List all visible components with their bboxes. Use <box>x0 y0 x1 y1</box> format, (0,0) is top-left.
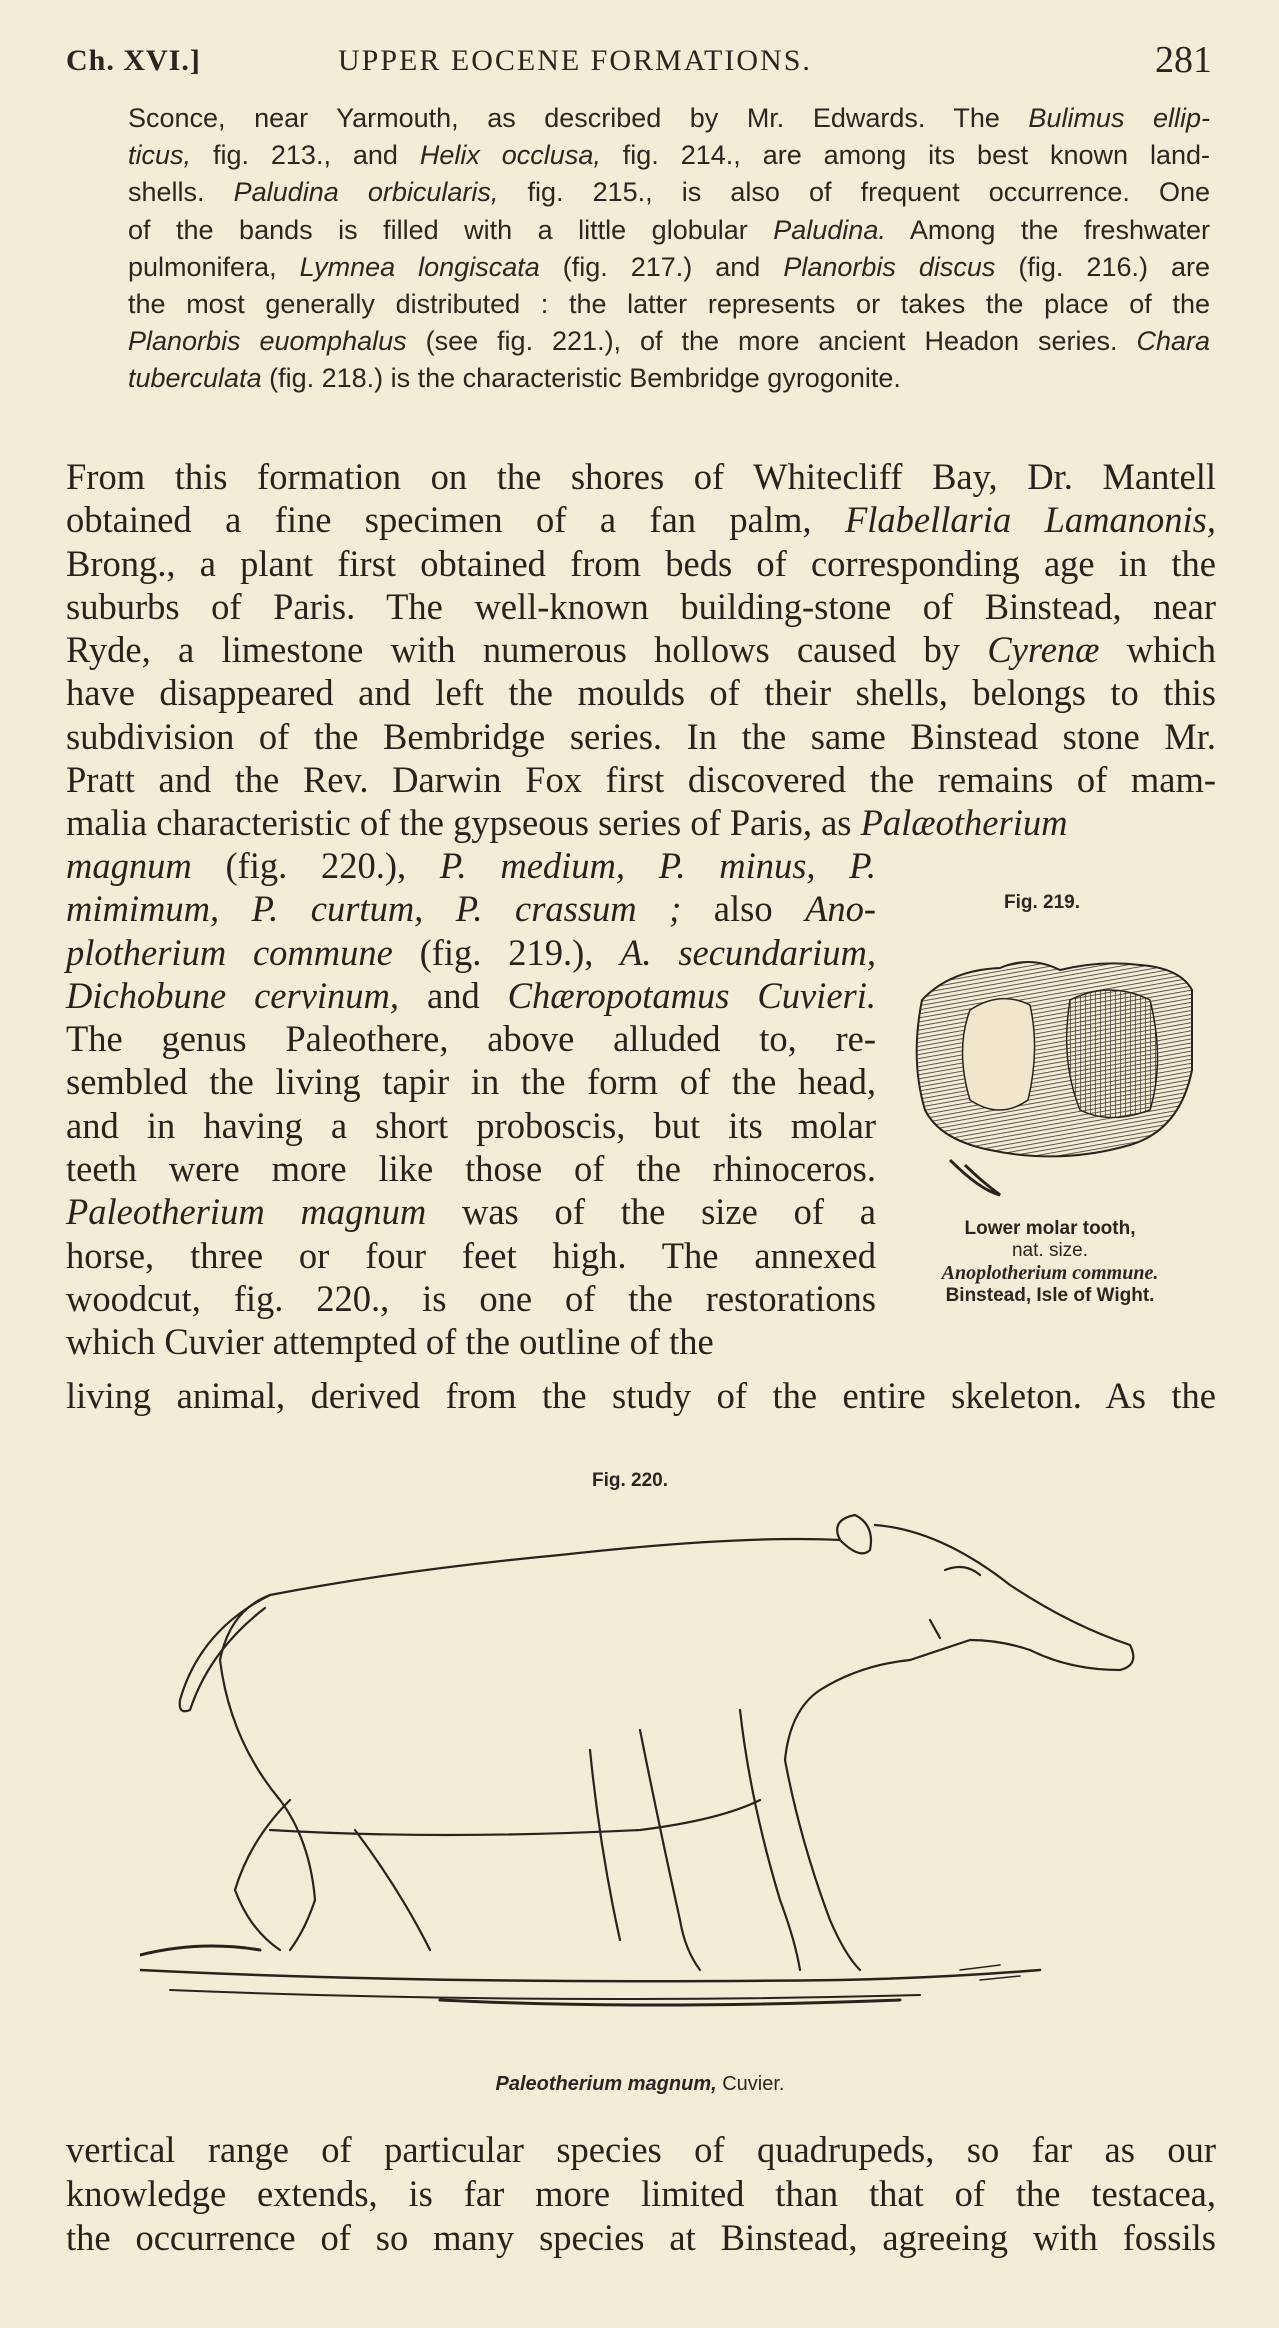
text-run: fig. 215., is also of frequent occurrence. One <box>498 177 1210 208</box>
small-print-paragraph <box>128 100 1210 398</box>
text-run: living animal, derived from the study of the entire skeleton. As the <box>66 1375 1216 1416</box>
italic-term: Planorbis euomphalus <box>128 326 407 357</box>
text-line <box>66 2128 1216 2172</box>
text-line <box>66 542 1216 585</box>
text-line <box>128 100 1210 137</box>
text-line <box>66 455 1216 498</box>
text-line <box>66 758 1216 801</box>
molar-tooth-illustration <box>910 950 1200 1200</box>
text-line <box>66 1104 876 1147</box>
text-run: obtained a fine specimen of a fan palm, <box>66 499 845 541</box>
italic-term: Bulimus ellip- <box>1028 103 1210 133</box>
text-run <box>219 888 251 929</box>
fig-219-caption-locality: Binstead, Isle of Wight. <box>945 1285 1155 1306</box>
text-run: subdivision of the Bembridge series. In the same Binstead stone Mr. <box>66 715 1216 757</box>
text-line <box>128 286 1210 323</box>
text-line <box>66 931 876 974</box>
text-run: (fig. 218.) is the characteristic Bembridge gyrogonite. <box>261 363 901 394</box>
text-line <box>128 174 1210 211</box>
text-run: malia characteristic of the gypseous series of Paris, as <box>66 802 861 844</box>
fig-220-caption-species: Paleotherium magnum, <box>495 2073 717 2095</box>
italic-term: tuberculata <box>128 363 262 394</box>
text-run: also <box>681 888 806 930</box>
text-run: fig. 214., are among its best known land- <box>600 140 1211 171</box>
text-line <box>66 1190 876 1233</box>
text-run: teeth were more like those of the rhinoceros. <box>66 1148 876 1190</box>
text-run: (fig. 217.) and <box>539 251 784 282</box>
italic-term: Chara <box>1136 326 1210 357</box>
text-line <box>128 137 1210 174</box>
italic-term: P. crassum ; <box>455 888 682 930</box>
fig-220-caption <box>340 2073 940 2096</box>
text-run: the occurrence of so many species at Binstead, agreeing with fossils <box>66 2217 1216 2258</box>
text-run: and in having a short proboscis, but its molar <box>66 1104 876 1146</box>
text-run: horse, three or four feet high. The annexed <box>66 1234 876 1276</box>
text-run <box>816 845 850 886</box>
text-run: vertical range of particular species of quadrupeds, so far as our <box>66 2129 1216 2170</box>
text-line <box>66 844 876 887</box>
italic-term: P. curtum, <box>251 888 424 930</box>
text-run: which Cuvier attempted of the outline of the <box>66 1321 714 1363</box>
text-line <box>66 585 1216 628</box>
italic-term: P. medium, <box>439 845 626 886</box>
text-run: was of the size of a <box>426 1191 876 1233</box>
text-run: the most generally distributed : the latter represents or takes the place of the <box>128 289 1210 320</box>
text-run: The genus Paleothere, above alluded to, re- <box>66 1018 876 1060</box>
italic-term: Helix occlusa, <box>419 140 601 171</box>
text-line <box>66 671 1216 714</box>
text-run: woodcut, fig. 220., is one of the restorations <box>66 1277 876 1319</box>
italic-term: P. <box>849 845 877 886</box>
text-line <box>66 1277 876 1320</box>
text-run: and <box>399 974 508 1016</box>
text-line <box>66 2216 1216 2260</box>
fig-219-label: Fig. 219. <box>1004 892 1081 913</box>
text-run: Ryde, a limestone with numerous hollows caused by <box>66 629 988 671</box>
text-line <box>128 212 1210 249</box>
text-line <box>66 1320 876 1363</box>
text-run: have disappeared and left the moulds of their shells, belongs to this <box>66 672 1216 714</box>
text-line <box>128 323 1210 360</box>
text-line <box>66 801 1216 844</box>
text-run: knowledge extends, is far more limited than that of the testacea, <box>66 2173 1216 2214</box>
text-run: Among the freshwater <box>885 214 1210 245</box>
body-paragraph-2 <box>66 2128 1216 2260</box>
text-run: (see fig. 221.), of the more ancient Headon series. <box>406 326 1137 357</box>
text-run: which <box>1099 629 1216 671</box>
italic-term: Paleotherium magnum <box>66 1191 427 1233</box>
fig-220-caption-author: Cuvier. <box>716 2073 785 2095</box>
text-run: Sconce, near Yarmouth, as described by Mr. Edwards. The <box>128 103 1029 133</box>
text-run: of the bands is filled with a little globular <box>128 214 774 245</box>
text-run: suburbs of Paris. The well-known building-stone of Binstead, near <box>66 585 1216 627</box>
italic-term: A. secundarium, <box>620 931 876 973</box>
running-header <box>66 38 1212 88</box>
text-line <box>66 1060 876 1103</box>
italic-term: Ano- <box>805 888 877 930</box>
italic-term: Paludina orbicularis, <box>233 177 499 208</box>
italic-term: Palæotherium <box>860 802 1068 844</box>
text-line <box>66 715 1216 758</box>
text-run: (fig. 219.), <box>392 931 621 973</box>
fig-220-label: Fig. 220. <box>592 1470 669 1491</box>
italic-term: Lymnea longiscata <box>299 251 540 282</box>
italic-term: ticus, <box>128 140 192 171</box>
text-line <box>66 1017 876 1060</box>
italic-term: mimimum, <box>66 888 220 930</box>
fig-219-caption-species: Anoplotherium commune. <box>941 1262 1159 1284</box>
text-line <box>66 1147 876 1190</box>
italic-term: Dichobune cervinum, <box>66 974 400 1016</box>
text-line <box>66 1234 876 1277</box>
italic-term: Paludina. <box>773 214 886 245</box>
text-line <box>128 360 1210 397</box>
text-run: shells. <box>128 177 234 208</box>
text-run: sembled the living tapir in the form of the head, <box>66 1061 876 1103</box>
body-paragraph-1 <box>66 455 1216 845</box>
running-title: UPPER EOCENE FORMATIONS. <box>338 44 812 77</box>
italic-term: Chæropotamus Cuvieri. <box>507 974 876 1016</box>
body-paragraph-continued <box>66 1374 1216 1417</box>
text-run: (fig. 216.) are <box>995 251 1210 282</box>
italic-term: magnum <box>66 845 192 886</box>
italic-term: Planorbis discus <box>783 251 996 282</box>
text-run: Pratt and the Rev. Darwin Fox first discovered the remains of mam- <box>66 759 1216 801</box>
text-run: From this formation on the shores of Whitecliff Bay, Dr. Mantell <box>66 456 1216 497</box>
text-line <box>66 887 876 930</box>
text-line <box>128 249 1210 286</box>
text-run <box>625 845 659 886</box>
text-line <box>66 628 1216 671</box>
italic-term: P. minus, <box>658 845 816 886</box>
fig-219-caption <box>900 1218 1200 1307</box>
text-line <box>66 1374 1216 1417</box>
text-line <box>66 974 876 1017</box>
text-run: fig. 213., and <box>191 140 420 171</box>
italic-term: plotherium commune <box>66 931 393 973</box>
paleotherium-illustration <box>140 1500 1140 2020</box>
fig-219-caption-line2: nat. size. <box>1011 1240 1089 1261</box>
body-paragraph-wrapped <box>66 844 876 1364</box>
fig-219-caption-line1: Lower molar tooth, <box>964 1218 1136 1239</box>
page-number: 281 <box>1155 39 1212 81</box>
italic-term: Flabellaria Lamanonis, <box>844 499 1216 541</box>
text-run: pulmonifera, <box>128 251 300 282</box>
chapter-ref: Ch. XVI.] <box>66 44 201 77</box>
text-line <box>66 2172 1216 2216</box>
italic-term: Cyrenæ <box>987 629 1100 671</box>
text-line <box>66 498 1216 541</box>
text-run: Brong., a plant first obtained from beds of corresponding age in the <box>66 542 1216 584</box>
text-run <box>423 888 455 929</box>
text-run: (fig. 220.), <box>191 845 440 886</box>
